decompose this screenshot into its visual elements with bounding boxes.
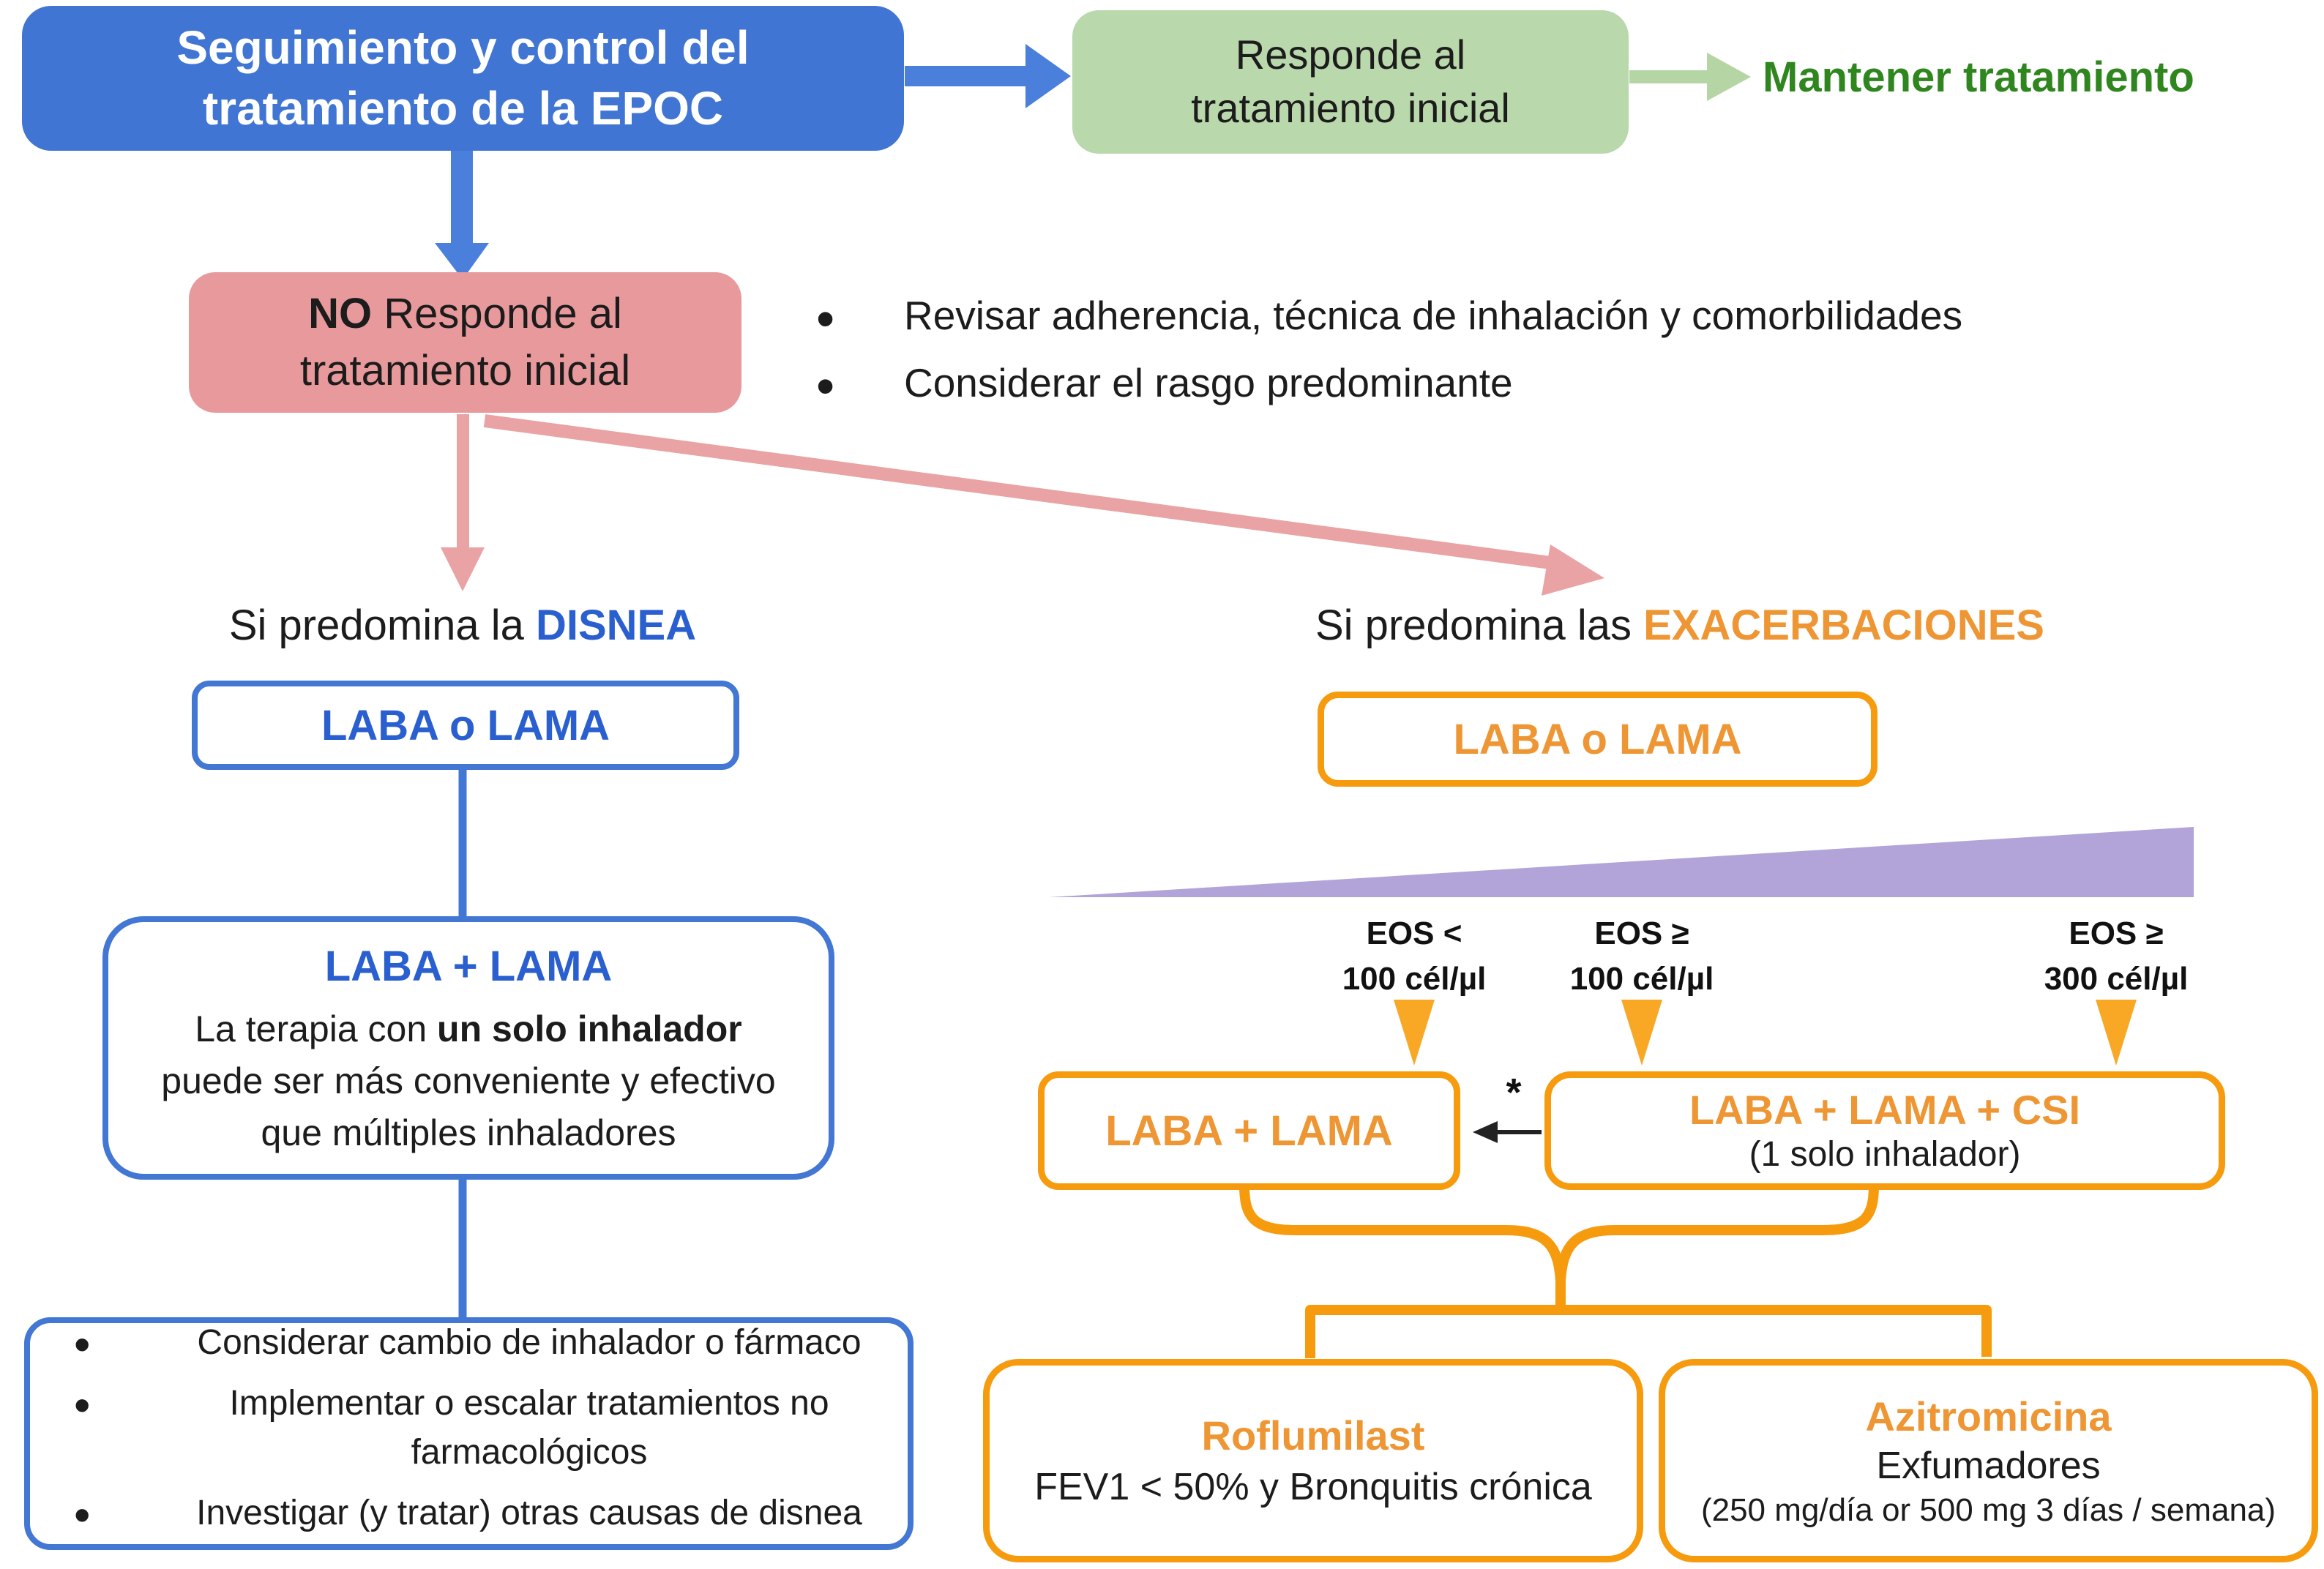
responds-label: Responde al tratamiento inicial bbox=[1191, 31, 1510, 131]
list-item: • Considerar cambio de inhalador o fármaco bbox=[30, 1318, 893, 1367]
split-to-bottom-boxes bbox=[1310, 1310, 1987, 1358]
arrow-csi-to-labalama-head bbox=[1473, 1121, 1498, 1143]
roflumilast-box bbox=[983, 1359, 1643, 1562]
arrow-to-exacerbations-branch bbox=[485, 421, 1550, 563]
arrow-to-exacerbations-branch-head bbox=[1542, 544, 1604, 596]
list-item: • Implementar o escalar tratamientos no farmacológicos bbox=[30, 1379, 893, 1477]
dyspnea-laba-lama-title: LABA + LAMA bbox=[324, 943, 613, 991]
no-responds-box bbox=[189, 272, 741, 413]
dyspnea-actions-box bbox=[24, 1317, 913, 1550]
dyspnea-laba-lama-box bbox=[102, 916, 834, 1180]
page-title: Seguimiento y control del tratamiento de la EPOC bbox=[176, 20, 750, 135]
eos-label-ge300: EOS ≥ 300 cél/µl bbox=[2044, 915, 2189, 997]
arrow-responds-to-maintain bbox=[1629, 70, 1708, 83]
azithromycin-criteria: Exfumadores bbox=[1876, 1445, 2101, 1487]
option-laba-lama-csi-sub: (1 solo inhalador) bbox=[1749, 1134, 2021, 1174]
no-responds-label bbox=[225, 285, 705, 400]
arrow-responds-to-maintain-head bbox=[1707, 53, 1751, 101]
option-laba-lama-csi-box bbox=[1544, 1071, 2225, 1190]
eos-label-ge100: EOS ≥ 100 cél/µl bbox=[1569, 915, 1714, 997]
eos-arrow-3 bbox=[2096, 1000, 2137, 1066]
arrow-title-to-responds bbox=[905, 66, 1028, 86]
option-laba-lama-box: LABA + LAMA bbox=[1038, 1071, 1460, 1190]
roflumilast-criteria: FEV1 < 50% y Bronquitis crónica bbox=[1034, 1465, 1592, 1508]
dyspnea-laba-lama-line1: La terapia con un solo inhalador bbox=[195, 1008, 742, 1049]
eosinophil-gradient-wedge bbox=[1049, 827, 2194, 897]
no-responds-label-bold: NO bbox=[308, 289, 373, 337]
exacerbations-keyword: EXACERBACIONES bbox=[1643, 602, 2044, 649]
exacerbations-laba-o-lama-box: LABA o LAMA bbox=[1318, 692, 1877, 787]
azithromycin-title: Azitromicina bbox=[1865, 1393, 2112, 1439]
eos-arrow-1 bbox=[1394, 1000, 1435, 1066]
dyspnea-laba-lama-line2: puede ser más conveniente y efectivo bbox=[161, 1060, 776, 1101]
title-box bbox=[22, 6, 904, 151]
brace-options bbox=[1244, 1186, 1874, 1310]
list-item: • Investigar (y tratar) otras causas de disnea bbox=[30, 1489, 893, 1538]
azithromycin-box bbox=[1659, 1359, 2318, 1562]
dyspnea-laba-o-lama-box: LABA o LAMA bbox=[192, 681, 739, 770]
single-inhaler-bold: un solo inhalador bbox=[437, 1008, 742, 1049]
dyspnea-keyword: DISNEA bbox=[535, 602, 697, 649]
eos-label-lt100: EOS < 100 cél/µl bbox=[1342, 915, 1487, 997]
azithromycin-dose: (250 mg/día or 500 mg 3 días / semana) bbox=[1700, 1492, 2276, 1528]
responds-box bbox=[1072, 10, 1629, 154]
option-laba-lama-csi-title: LABA + LAMA + CSI bbox=[1689, 1086, 2081, 1133]
dyspnea-heading: Si predomina la DISNEA bbox=[228, 602, 697, 649]
roflumilast-title: Roflumilast bbox=[1201, 1412, 1425, 1458]
dyspnea-laba-lama-line3: que múltiples inhaladores bbox=[261, 1112, 676, 1153]
asterisk-note: * bbox=[1506, 1071, 1522, 1115]
exacerbations-heading: Si predomina las EXACERBACIONES bbox=[1315, 602, 2044, 649]
arrow-to-dyspnea-branch bbox=[457, 414, 469, 549]
list-item: • Considerar el rasgo predominante bbox=[802, 357, 2229, 410]
review-bullet-list bbox=[802, 290, 2229, 424]
arrow-title-to-responds-head bbox=[1025, 44, 1071, 108]
maintain-treatment-label: Mantener tratamiento bbox=[1763, 53, 2194, 101]
no-responds-label-rest: Responde al tratamiento inicial bbox=[299, 289, 631, 394]
arrow-to-dyspnea-branch-head bbox=[441, 547, 485, 591]
arrow-title-to-no-responds bbox=[451, 151, 473, 244]
eos-arrow-2 bbox=[1621, 1000, 1662, 1066]
list-item: • Revisar adherencia, técnica de inhalación y comorbilidades bbox=[802, 290, 2229, 342]
